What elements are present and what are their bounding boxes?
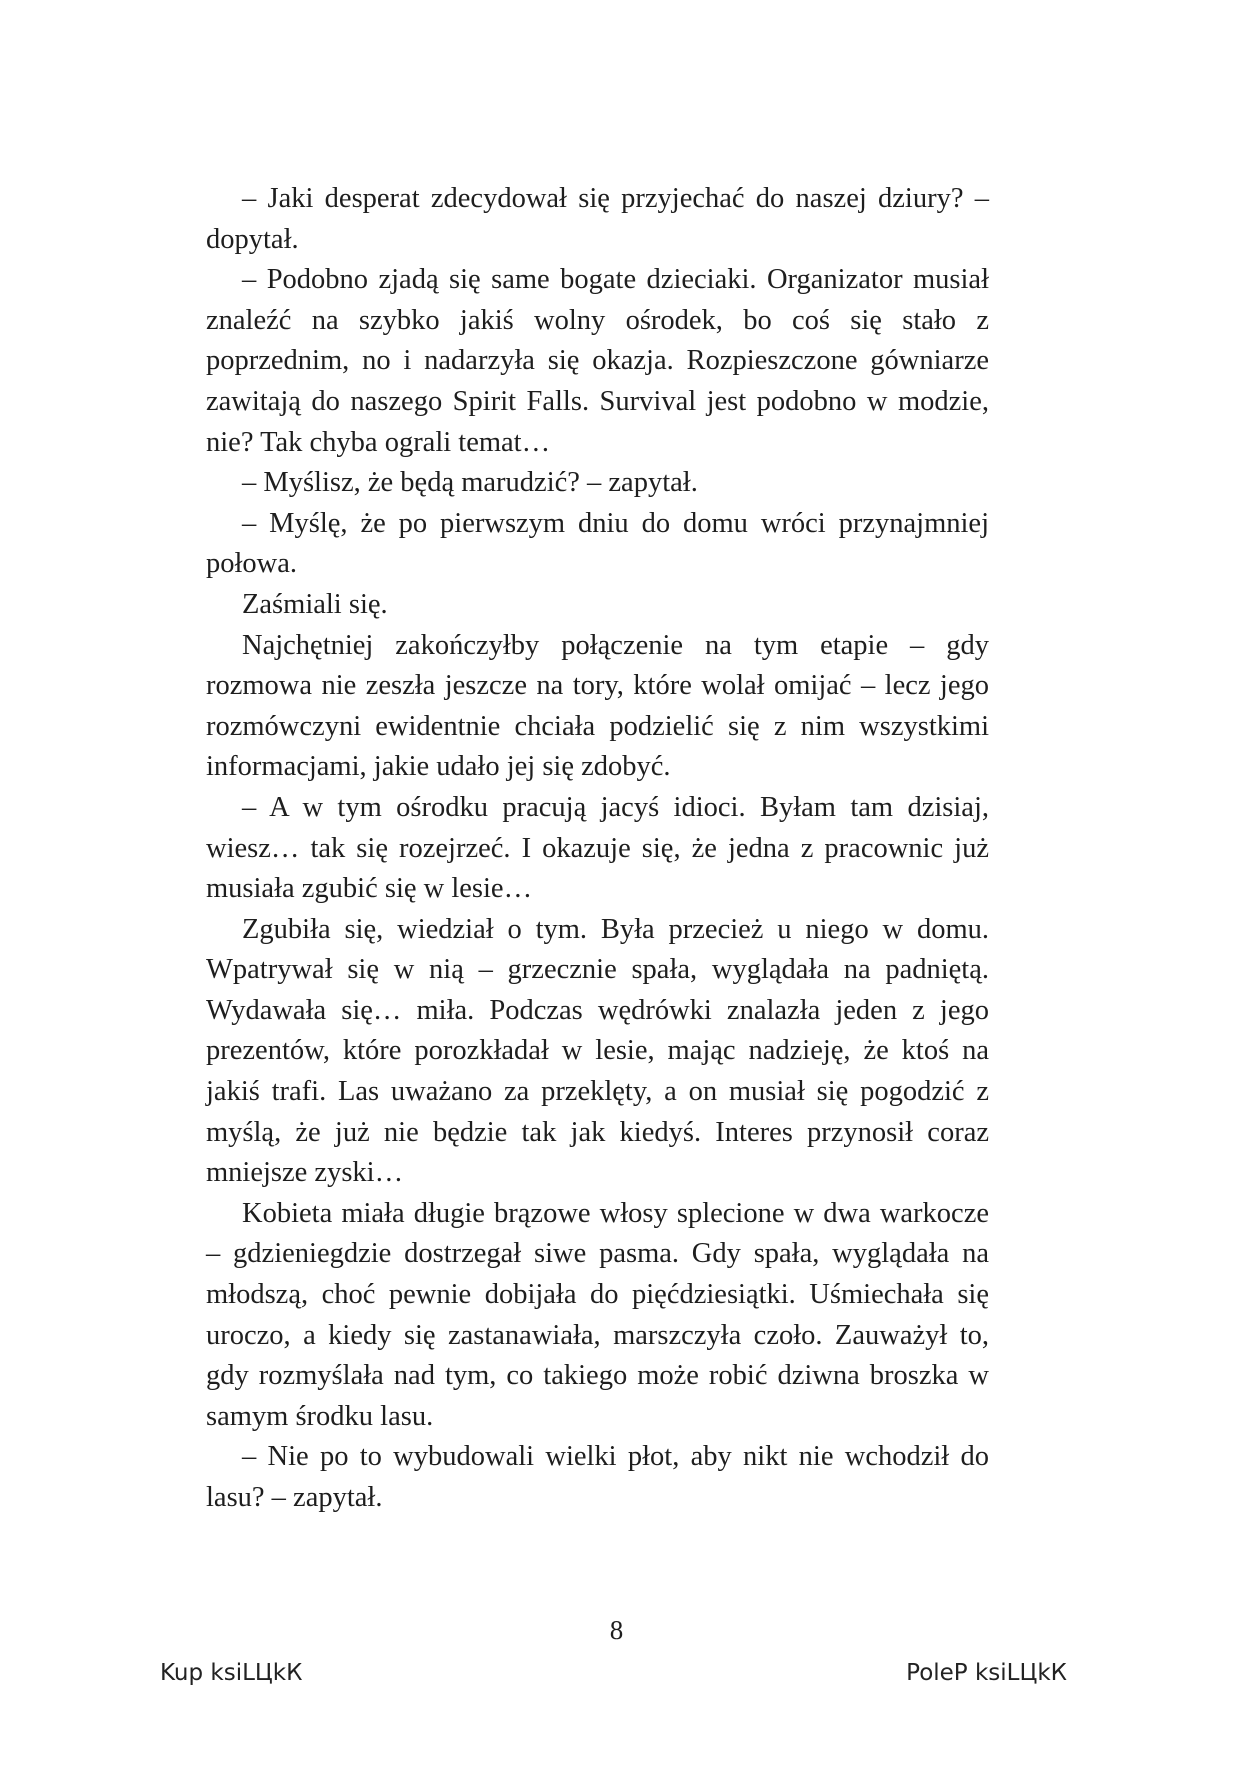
- paragraph: Najchętniej zakończyłby połączenie na tym etapie – gdy rozmowa nie zeszła jeszcze na tory, które wolał omijać – lecz jego rozmówczyni ewidentnie chciała podzielić się z nim wszystkimi informacjami, jakie udało jej się zdobyć.: [206, 629, 989, 783]
- paragraph: Zgubiła się, wiedział o tym. Była przecież u niego w domu. Wpatrywał się w nią – grzecznie spała, wyglądała na padniętą. Wydawała się… miła. Podczas wędrówki znalazła jeden z jego prezentów, które porozkładał w lesie, mając nadzieję, że ktoś na jakiś trafi. Las uważano za przeklęty, a on musiał się pogodzić z myślą, że już nie będzie tak jak kiedyś. Interes przynosił coraz mniejsze zyski…: [206, 913, 989, 1189]
- page-number: 8: [609, 1615, 624, 1645]
- paragraph: – Myślę, że po pierwszym dniu do domu wróci przynajmniej połowa.: [206, 507, 989, 580]
- paragraph: – Podobno zjadą się same bogate dzieciaki. Organizator musiał znaleźć na szybko jakiś wolny ośrodek, bo coś się stało z poprzednim, no i nadarzyła się okazja. Rozpieszczone gówniarze zawitają do naszego Spirit Falls. Survival jest podobno w modzie, nie? Tak chyba ograli temat…: [206, 264, 989, 458]
- body-text: [206, 179, 989, 1519]
- paragraph: – Nie po to wybudowali wielki płot, aby nikt nie wchodził do lasu? – zapytał.: [206, 1441, 989, 1513]
- recommend-book-link[interactable]: PoleР ksiLЦkК: [906, 1660, 1067, 1686]
- paragraph: – A w tym ośrodku pracują jacyś idioci. Byłam tam dzisiaj, wiesz… tak się rozejrzeć. I okazuje się, że jedna z pracownic już musiała zgubić się w lesie…: [206, 791, 989, 905]
- paragraph: – Myślisz, że będą marudzić? – zapytał.: [242, 467, 698, 499]
- paragraph: Zaśmiali się.: [242, 588, 388, 620]
- buy-book-link[interactable]: Kup ksiLЦkК: [160, 1660, 303, 1686]
- paragraph: Kobieta miała długie brązowe włosy splecione w dwa warkocze – gdzieniegdzie dostrzegał siwe pasma. Gdy spała, wyglądała na młodszą, choć pewnie dobijała do pięćdziesiątki. Uśmiechała się uroczo, a kiedy się zastanawiała, marszczyła czoło. Zauważył to, gdy rozmyślała nad tym, co takiego może robić dziwna broszka w samym środku lasu.: [206, 1197, 989, 1432]
- paragraph: – Jaki desperat zdecydował się przyjechać do naszej dziury? – dopytał.: [206, 183, 989, 255]
